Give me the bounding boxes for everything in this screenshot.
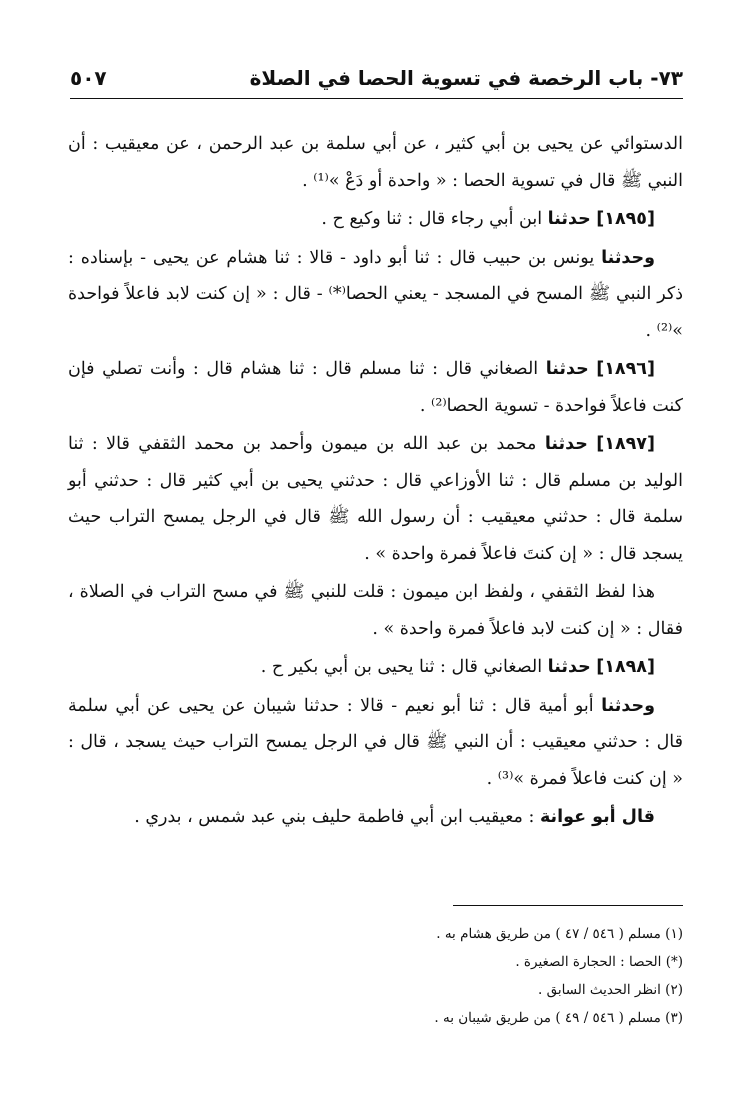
paragraph-text: : معيقيب ابن أبي فاطمة حليف بني عبد شمس ، بدري . <box>134 807 535 827</box>
paragraph-text: هذا لفظ الثقفي ، ولفظ ابن ميمون : قلت للنبي ﷺ في مسح التراب في الصلاة ، فقال : « إن كنت لابد فاعلاً فمرة واحدة » . <box>68 582 683 639</box>
chapter-title: ٧٣- باب الرخصة في تسوية الحصا في الصلاة <box>249 66 683 90</box>
hadith-number: [١٨٩٧] <box>596 434 655 454</box>
footnote-2: (٢) انظر الحديث السابق . <box>537 982 683 998</box>
footnote-1: (١) مسلم ( ٥٤٦ / ٤٧ ) من طريق هشام به . <box>436 926 683 942</box>
narration-lead: حدثنا <box>545 359 589 379</box>
paragraph-1 <box>68 126 683 199</box>
paragraph-text: الصغاني قال : ثنا يحيى بن أبي بكير ح . <box>260 657 543 677</box>
paragraph-text: يونس بن حبيب قال : ثنا أبو داود - قالا : ثنا هشام عن يحيى - بإسناده : ذكر النبي ﷺ المسح في المسجد - يعني الحصا⁽*⁾ - قال : « إن كنت لابد فاعلاً فواحدة »⁽²⁾ . <box>68 247 683 341</box>
hadith-number: [١٨٩٥] <box>596 209 655 229</box>
narration-lead: حدثنا <box>547 209 591 229</box>
paragraph-8 <box>68 688 683 798</box>
page-number: ٥٠٧ <box>70 66 107 90</box>
footnote-divider <box>453 905 683 906</box>
paragraph-3 <box>68 240 683 350</box>
hadith-number: [١٨٩٦] <box>596 359 655 379</box>
body-text <box>68 126 683 838</box>
footnote-3: (٣) مسلم ( ٥٤٦ / ٤٩ ) من طريق شيبان به . <box>434 1010 683 1026</box>
paragraph-text: الدستوائي عن يحيى بن أبي كثير ، عن أبي سلمة بن عبد الرحمن ، عن معيقيب : أن النبي ﷺ قال في تسوية الحصا : « واحدة أو دَعْ »⁽¹⁾ . <box>68 134 683 191</box>
hadith-number: [١٨٩٨] <box>596 657 655 677</box>
footnotes <box>68 920 683 1032</box>
page-header <box>70 58 683 99</box>
footnote-star: (*) الحصا : الحجارة الصغيرة . <box>515 954 683 970</box>
paragraph-5 <box>68 426 683 572</box>
paragraph-text: ابن أبي رجاء قال : ثنا وكيع ح . <box>321 209 543 229</box>
paragraph-9 <box>68 799 683 836</box>
paragraph-text: محمد بن عبد الله بن ميمون وأحمد بن محمد الثقفي قالا : ثنا الوليد بن مسلم قال : ثنا الأوزاعي قال : حدثني يحيى بن أبي كثير قال : حدثني أبو سلمة قال : حدثني معيقيب : أن رسول الله ﷺ قال في الرجل يمسح التراب حيث يسجد قال : « إن كنتَ فاعلاً فمرة واحدة » . <box>68 434 683 564</box>
paragraph-6 <box>68 574 683 647</box>
narration-lead: قال أبو عوانة <box>539 807 655 827</box>
narration-lead: حدثنا <box>544 434 588 454</box>
narration-lead: وحدثنا <box>601 695 655 716</box>
narration-lead: حدثنا <box>547 657 591 677</box>
paragraph-2 <box>68 201 683 238</box>
narration-lead: وحدثنا <box>601 247 655 268</box>
paragraph-text: أبو أمية قال : ثنا أبو نعيم - قالا : حدثنا شيبان عن يحيى عن أبي سلمة قال : حدثني معيقيب : أن النبي ﷺ قال في الرجل يمسح التراب حيث يسجد ، قال : « إن كنت فاعلاً فمرة »⁽³⁾ . <box>68 695 683 789</box>
paragraph-4 <box>68 351 683 424</box>
paragraph-text: الصغاني قال : ثنا مسلم قال : ثنا هشام قال : وأنت تصلي فإن كنت فاعلاً فواحدة - تسوية الحصا⁽²⁾ . <box>68 359 683 416</box>
paragraph-7 <box>68 649 683 686</box>
